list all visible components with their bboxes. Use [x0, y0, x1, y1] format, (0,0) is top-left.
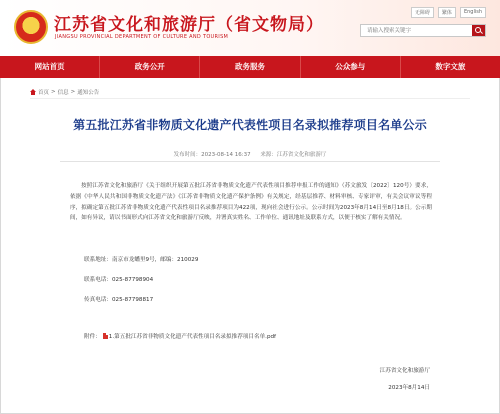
contact-fax: 传真电话：025-87798817 [84, 297, 154, 303]
site-title: 江苏省文化和旅游厅（省文物局） [54, 15, 324, 35]
breadcrumb [30, 88, 99, 96]
breadcrumb-info[interactable]: 信息 [57, 90, 69, 96]
attachment-row [84, 332, 276, 340]
search-button[interactable] [472, 25, 485, 36]
meta-divider [60, 161, 440, 162]
nav-public-participation[interactable]: 公众参与 [301, 56, 401, 78]
article-body [70, 181, 432, 224]
signature: 江苏省文化和旅游厅 [379, 368, 430, 374]
contact-phone: 联系电话：025-87798904 [84, 277, 154, 283]
attachment-link[interactable]: 1.第五批江苏省非物质文化遗产代表性项目名录拟推荐项目名单.pdf [108, 334, 277, 340]
nav-government-services[interactable]: 政务服务 [200, 56, 300, 78]
top-links [411, 7, 486, 18]
site-subtitle: JIANGSU PROVINCIAL DEPARTMENT OF CULTURE AND TOURISM [55, 34, 229, 40]
article-paragraph: 按照江苏省文化和旅游厅《关于组织开展第五批江苏省非物质文化遗产代表性项目推荐申报工作的通知》（苏文旅发〔2022〕120号）要求，依据《中华人民共和国非物质文化遗产法》《江苏省非物质文化遗产保护条例》有关规定，经基层推荐、材料审核、专家评审，有关会议审议等程序，拟确定第五批江苏省非物质文化遗产代表性项目名录推荐项目为422项，现向社会进行公示。公示时间为2023年8月14日至8月18日。公示期间，如有异议，请以书面形式向江苏省文化和旅游厅反映，并署真实姓名、工作单位、通讯地址及联系方式，以便于核实了解有关情况。 [70, 183, 432, 222]
breadcrumb-notices[interactable]: 通知公告 [77, 90, 100, 96]
main-nav [0, 56, 500, 78]
contact-address: 联系地址：南京市龙蟠里9号，邮编：210029 [84, 257, 199, 263]
article-title: 第五批江苏省非物质文化遗产代表性项目名录拟推荐项目名单公示 [73, 118, 427, 132]
search-box [360, 24, 486, 37]
breadcrumb-home[interactable]: 首页 [38, 90, 50, 96]
article-source: 来源：江苏省文化和旅游厅 [260, 152, 327, 158]
national-emblem-icon [14, 10, 48, 44]
nav-digital-tourism[interactable]: 数字文旅 [435, 62, 466, 71]
site-header [0, 0, 500, 56]
home-icon [30, 89, 36, 95]
breadcrumb-divider [30, 98, 470, 99]
search-input[interactable] [361, 25, 473, 36]
pdf-file-icon [103, 333, 108, 339]
traditional-chinese-link[interactable]: 繁体 [438, 7, 456, 18]
accessibility-link[interactable]: 无障碍 [411, 7, 434, 18]
signature-date: 2023年8月14日 [388, 385, 430, 391]
article-meta [0, 150, 500, 158]
breadcrumb-separator: > [51, 89, 56, 95]
nav-government-affairs[interactable]: 政务公开 [100, 56, 200, 78]
nav-home[interactable]: 网站首页 [0, 56, 100, 78]
english-link[interactable]: English [460, 7, 486, 18]
publish-time: 发布时间：2023-08-14 16:37 [173, 152, 251, 158]
breadcrumb-separator: > [70, 89, 76, 95]
attachment-label: 附件： [84, 334, 101, 340]
